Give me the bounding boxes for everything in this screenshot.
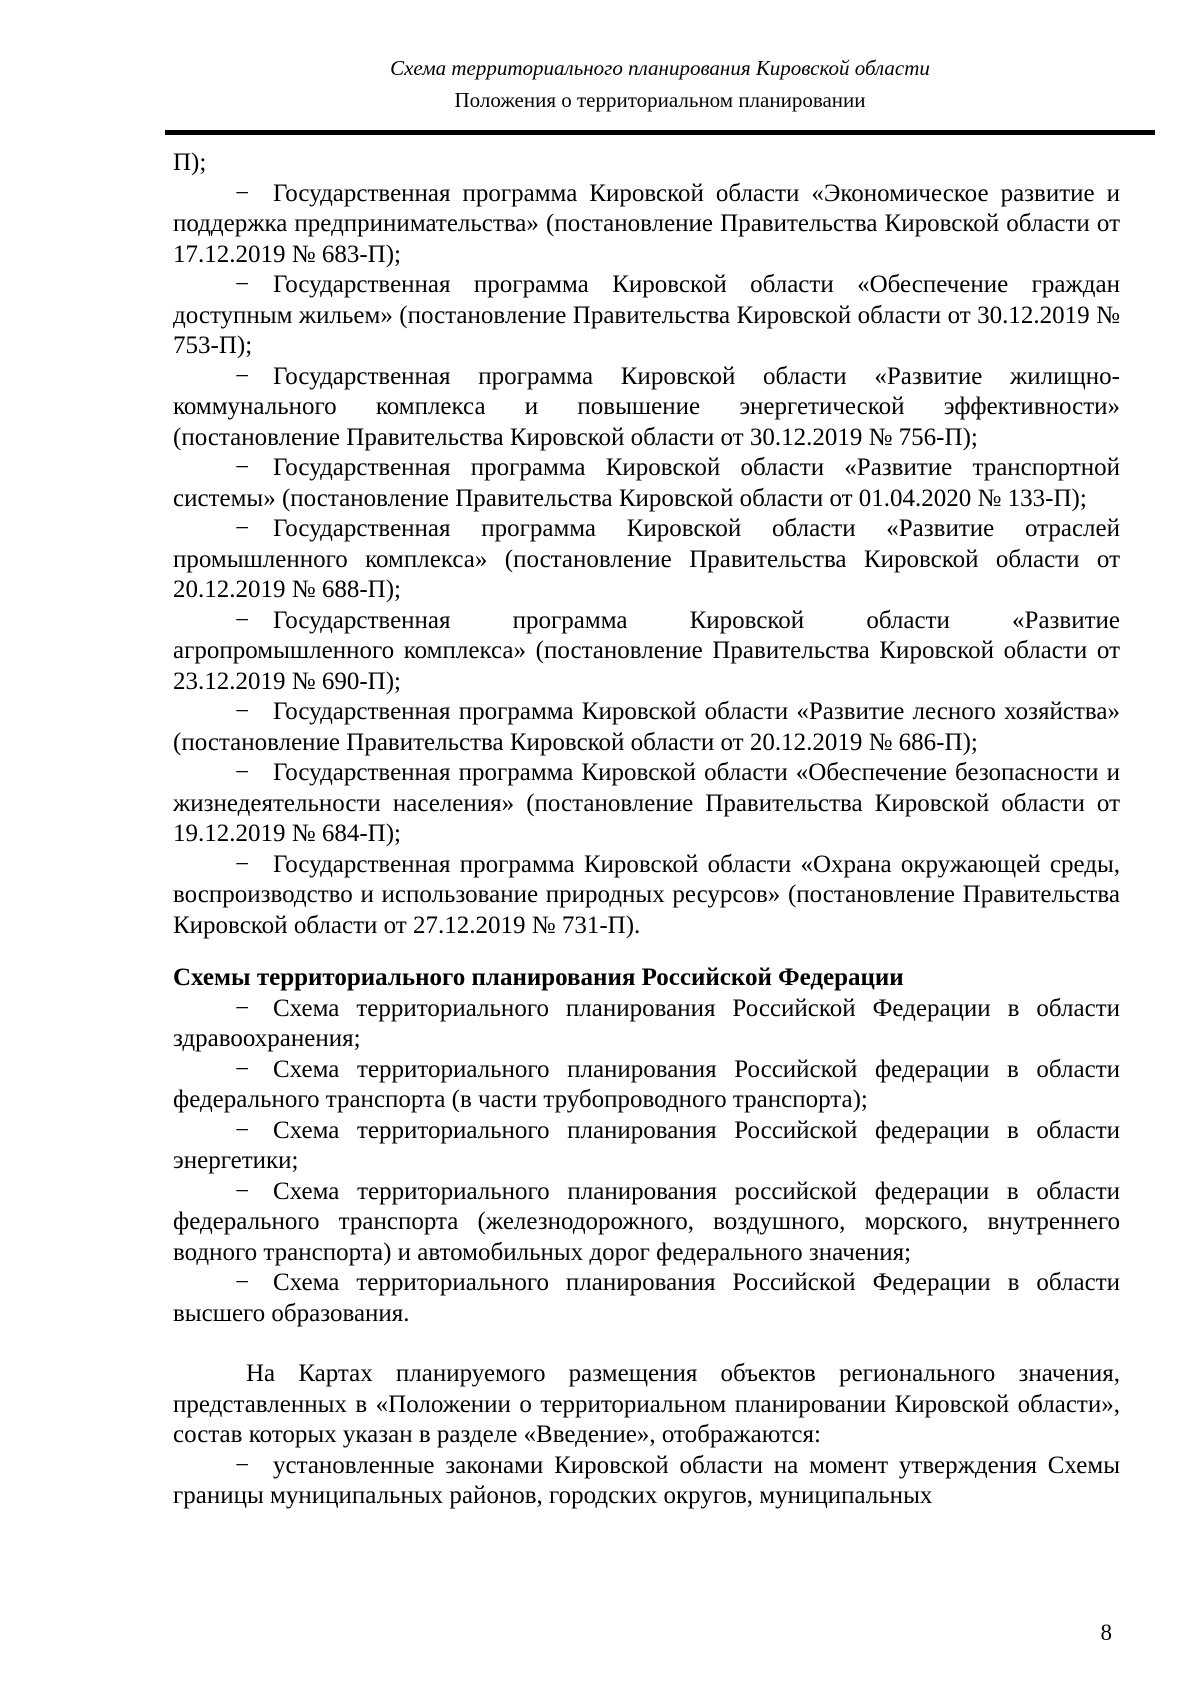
list-item	[173, 1177, 1120, 1269]
list-item	[173, 1055, 1120, 1116]
dash-marker: −	[235, 994, 250, 1022]
list-item	[173, 758, 1120, 850]
list-item	[173, 994, 1120, 1055]
list-item-text: Государственная программа Кировской области «Развитие транспортной системы» (постановление Правительства Кировской области от 01.04.2020 № 133-П);	[173, 454, 1120, 512]
page-body	[173, 148, 1120, 1512]
list-item-text: Государственная программа Кировской области «Развитие жилищно-коммунального комплекса и повышение энергетической эффективности» (постановление Правительства Кировской области от 30.12.2019 № 756-П);	[173, 362, 1120, 451]
running-header	[165, 52, 1155, 116]
dash-marker: −	[235, 362, 250, 390]
dash-marker: −	[235, 515, 250, 542]
header-divider	[165, 130, 1155, 135]
list-item-text: Государственная программа Кировской области «Обеспечение безопасности и жизнедеятельности населения» (постановление Правительства Кировской области от 19.12.2019 № 684-П);	[173, 759, 1120, 847]
list-item-text: Государственная программа Кировской области «Развитие агропромышленного комплекса» (постановление Правительства Кировской области от 23.12.2019 № 690-П);	[173, 606, 1120, 695]
document-subtitle: Положения о территориальном планировании	[454, 88, 866, 112]
intro-paragraph: На Картах планируемого размещения объектов регионального значения, представленных в «Положении о территориальном планировании Кировской области», состав которых указан в разделе «Введение», отображаются:	[173, 1360, 1120, 1448]
list-item-text: Государственная программа Кировской области «Обеспечение граждан доступным жильем» (постановление Правительства Кировской области от 30.12.2019 № 753-П);	[173, 271, 1120, 359]
dash-marker: −	[235, 759, 250, 786]
list-item-text: Схема территориального планирования Российской федерации в области энергетики;	[173, 1116, 1120, 1174]
list-item-text: Государственная программа Кировской области «Охрана окружающей среды, воспроизводство и использование природных ресурсов» (постановление Правительства Кировской области от 27.12.2019 № 731-П).	[173, 850, 1120, 939]
dash-marker: −	[235, 1269, 250, 1296]
list-item	[173, 179, 1120, 271]
list-item	[173, 1268, 1120, 1329]
list-item	[173, 606, 1120, 698]
dash-marker: −	[235, 1451, 250, 1479]
section-heading: Схемы территориального планирования Российской Федерации	[173, 964, 904, 991]
list-item-text: Государственная программа Кировской области «Развитие отраслей промышленного комплекса» (постановление Правительства Кировской области от 20.12.2019 № 688-П);	[173, 515, 1120, 603]
dash-marker: −	[235, 271, 250, 298]
list-item-text: Схема территориального планирования Российской Федерации в области здравоохранения;	[173, 994, 1120, 1052]
dash-marker: −	[235, 698, 250, 725]
state-programs-list	[173, 179, 1120, 942]
list-item	[173, 362, 1120, 454]
list-item	[173, 850, 1120, 942]
list-item	[173, 453, 1120, 514]
list-item-text: Схема территориального планирования российской федерации в области федерального транспорта (железнодорожного, воздушного, морского, внутреннего водного транспорта) и автомобильных дорог федерального значения;	[173, 1177, 1120, 1266]
paragraph-gap	[173, 1329, 1120, 1359]
dash-marker: −	[235, 1116, 250, 1144]
continuation-fragment: П);	[173, 149, 207, 176]
dash-marker: −	[235, 606, 250, 634]
dash-marker: −	[235, 454, 250, 481]
list-item-text: установленные законами Кировской области на момент утверждения Схемы границы муниципальных районов, городских округов, муниципальных	[173, 1451, 1120, 1509]
dash-marker: −	[235, 850, 250, 878]
list-item	[173, 514, 1120, 606]
list-item	[173, 697, 1120, 758]
list-item	[173, 1116, 1120, 1177]
dash-marker: −	[235, 1055, 250, 1083]
list-item	[173, 1451, 1120, 1512]
dash-marker: −	[235, 1177, 250, 1205]
federal-schemes-list	[173, 994, 1120, 1330]
list-item-text: Схема территориального планирования Российской Федерации в области высшего образования.	[173, 1269, 1120, 1327]
list-item-text: Схема территориального планирования Российской федерации в области федерального транспорта (в части трубопроводного транспорта);	[173, 1055, 1120, 1113]
list-item-text: Государственная программа Кировской области «Экономическое развитие и поддержка предпринимательства» (постановление Правительства Кировской области от 17.12.2019 № 683-П);	[173, 179, 1120, 268]
list-item-text: Государственная программа Кировской области «Развитие лесного хозяйства» (постановление Правительства Кировской области от 20.12.2019 № 686-П);	[173, 698, 1120, 756]
document-title: Схема территориального планирования Кировской области	[390, 56, 930, 80]
dash-marker: −	[235, 179, 250, 207]
page-number: 8	[1100, 1620, 1112, 1645]
list-item	[173, 270, 1120, 362]
